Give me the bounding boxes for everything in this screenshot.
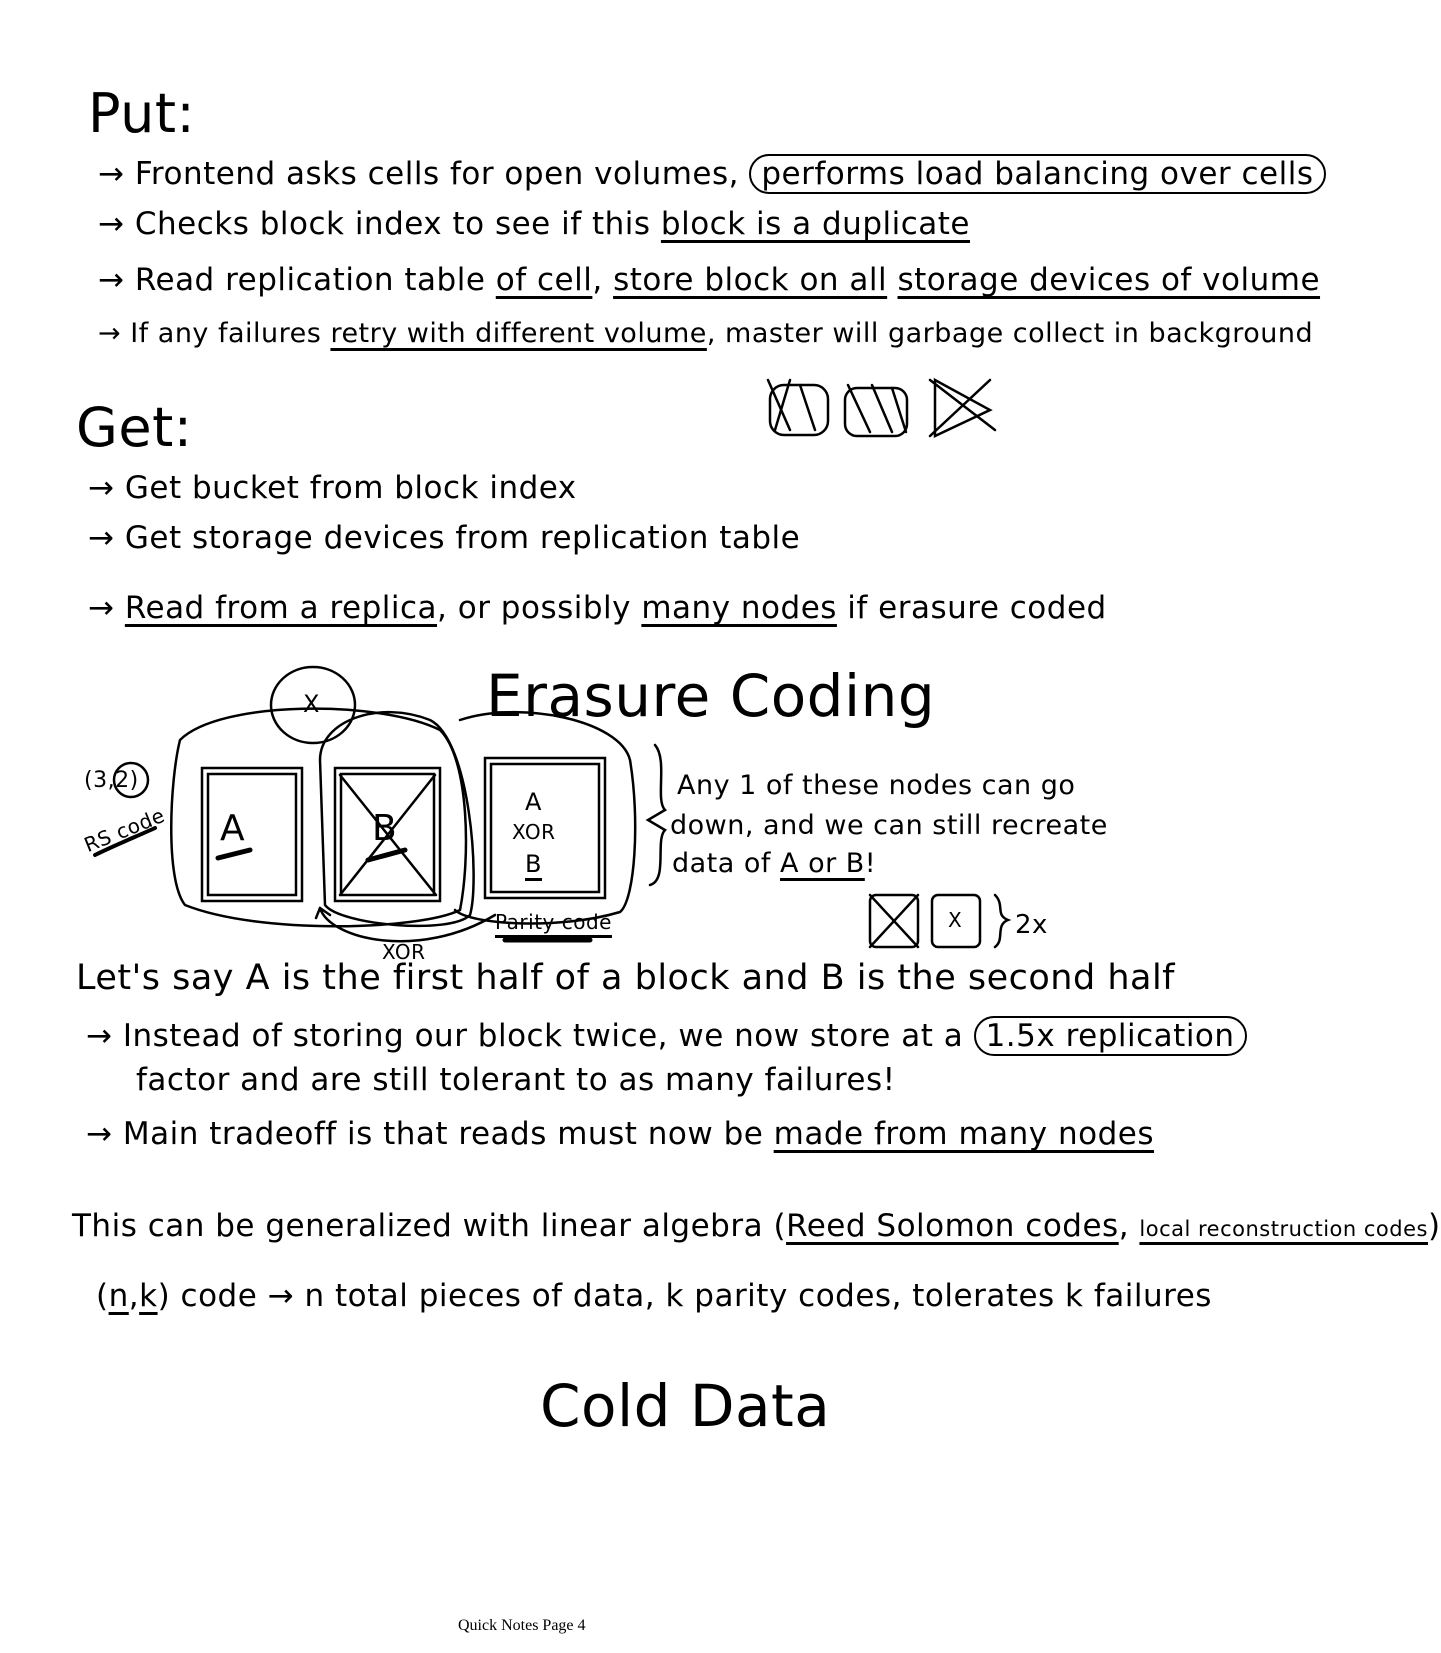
lets-say-bullet-1: → Instead of storing our block twice, we now store at a 1.5x replication <box>86 1018 1247 1054</box>
node-b-label: B <box>372 808 398 849</box>
general-line-2-n: n <box>108 1278 129 1314</box>
xor-label: XOR <box>382 940 426 964</box>
put-bullet-1-text: Frontend asks cells for open volumes, <box>134 156 750 192</box>
lets-say-bullet-1-cont: factor and are still tolerant to as many failures! <box>136 1062 896 1098</box>
get-bullet-3: → Read from a replica, or possibly many nodes if erasure coded <box>88 590 1107 626</box>
node-parity-b: B <box>525 850 542 878</box>
general-line-1-pre: This can be generalized with linear algebra ( <box>72 1208 787 1244</box>
lets-say-bullet-1-circled: 1.5x replication <box>974 1016 1247 1056</box>
put-bullet-3: → Read replication table of cell, store block on all storage devices of volume <box>98 262 1321 298</box>
get-bullet-3-post: if erasure coded <box>836 590 1107 626</box>
lets-say-bullet-2-u: made from many nodes <box>773 1116 1155 1152</box>
lets-say-bullet-2: → Main tradeoff is that reads must now be made from many nodes <box>86 1116 1155 1152</box>
put-bullet-4-text: If any failures <box>130 318 331 349</box>
general-line-2-k: k <box>139 1278 158 1314</box>
put-bullet-2-underlined: block is a duplicate <box>660 206 970 242</box>
top-x-label: X <box>303 690 320 718</box>
general-line-1-u1: Reed Solomon codes <box>786 1208 1119 1244</box>
note-line-2: down, and we can still recreate <box>670 810 1108 841</box>
parity-label: Parity code <box>495 910 612 934</box>
general-line-2-comma: , <box>128 1278 140 1314</box>
get-heading: Get: <box>76 396 193 459</box>
note-line-1: Any 1 of these nodes can go <box>677 770 1076 801</box>
put-bullet-2-text: Checks block index to see if this <box>134 206 661 242</box>
cold-data-heading: Cold Data <box>540 1372 831 1440</box>
note-line-3-u: A or B <box>780 848 865 879</box>
put-bullet-4-post: , master will garbage collect in background <box>706 318 1314 349</box>
page-footer: Quick Notes Page 4 <box>458 1617 586 1634</box>
lets-say-heading: Let's say A is the first half of a block and B is the second half <box>76 958 1175 998</box>
general-line-1 <box>72 1208 1441 1244</box>
rs-sub: RS code <box>80 803 169 857</box>
get-bullet-1: → Get bucket from block index <box>88 470 577 506</box>
put-bullet-1: → Frontend asks cells for open volumes, performs load balancing over cells <box>98 156 1326 192</box>
put-bullet-3-sep: , <box>592 262 614 298</box>
rs-label: (3,2) <box>84 768 139 793</box>
erasure-title: Erasure Coding <box>486 662 936 730</box>
node-parity-a: A <box>525 788 542 816</box>
two-x-label: 2x <box>1015 910 1048 940</box>
put-bullet-4-u1: retry with different volume <box>330 318 707 349</box>
get-bullet-1-text: Get bucket from block index <box>124 470 577 506</box>
lets-say-bullet-1-text: Instead of storing our block twice, we now store at a <box>122 1018 974 1054</box>
put-bullet-3-u3: storage devices of volume <box>897 262 1321 298</box>
general-line-2-post: ) code → n total pieces of data, k parity codes, tolerates k failures <box>157 1278 1212 1314</box>
general-line-1-u2: local reconstruction codes <box>1139 1217 1428 1241</box>
loop-a-b <box>171 709 466 927</box>
node-a-label: A <box>220 808 246 849</box>
put-bullet-3-u2: store block on all <box>613 262 888 298</box>
crossed-doodles-icon <box>768 380 995 436</box>
get-bullet-3-mid: , or possibly <box>437 590 642 626</box>
brace <box>648 745 665 885</box>
lets-say-bullet-2-text: Main tradeoff is that reads must now be <box>122 1116 774 1152</box>
note-line-3-pre: data of <box>672 848 781 879</box>
general-line-2 <box>96 1278 1212 1314</box>
box-x-label: X <box>948 908 963 932</box>
note-line-3 <box>672 848 876 879</box>
put-bullet-1-circled: performs load balancing over cells <box>749 154 1325 194</box>
note-line-3-post: ! <box>864 848 877 879</box>
put-heading: Put: <box>88 82 196 145</box>
general-line-2-open: ( <box>96 1278 109 1314</box>
get-bullet-3-u2: many nodes <box>641 590 837 626</box>
put-bullet-2: → Checks block index to see if this block is a duplicate <box>98 206 970 242</box>
put-bullet-3-u1: of cell <box>495 262 593 298</box>
node-parity-xor: XOR <box>512 820 556 844</box>
get-bullet-2: → Get storage devices from replication table <box>88 520 801 556</box>
get-bullet-3-u1: Read from a replica <box>124 590 438 626</box>
put-bullet-3-text: Read replication table <box>134 262 496 298</box>
general-line-1-post: ) <box>1427 1208 1441 1244</box>
get-bullet-2-text: Get storage devices from replication table <box>124 520 801 556</box>
general-line-1-mid: , <box>1118 1208 1140 1244</box>
put-bullet-4: → If any failures retry with different volume, master will garbage collect in background <box>98 318 1314 349</box>
node-a-box <box>202 768 302 901</box>
